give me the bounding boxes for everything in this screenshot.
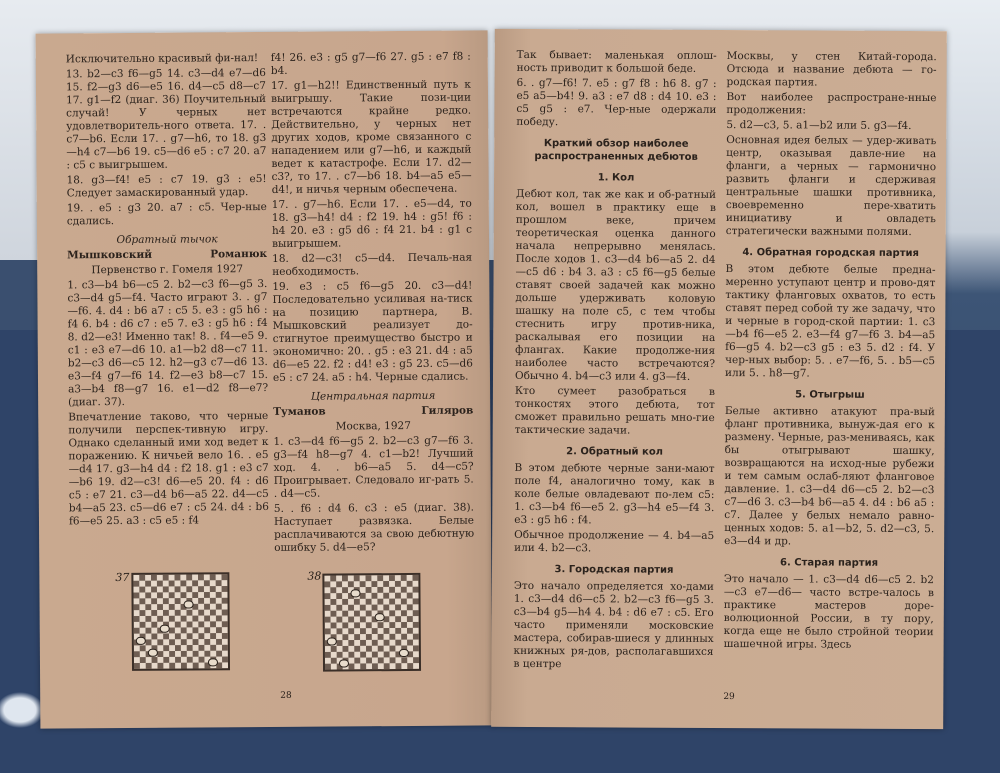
checker-piece (350, 589, 360, 597)
book-page-left (36, 30, 493, 728)
player-black: Гиляров (421, 404, 474, 417)
right-column-2 (724, 50, 937, 654)
players-line (67, 248, 267, 262)
text-paragraph: f4! 26. e3 : g5 g7—f6 27. g5 : e7 f8 : b4. (270, 50, 471, 77)
text-paragraph: 6. . g7—f6! 7. e5 : g7 f8 : h6 8. g7 : e5 a5—b4! 9. a3 : e7 d8 : d4 10. e3 : c5 g5 : e7. Чер-ные одержали победу. (516, 76, 717, 129)
book-page-right (491, 29, 947, 729)
checkers-diagram (131, 572, 230, 671)
right-column-1 (513, 49, 716, 674)
event-line: Москва, 1927 (335, 419, 411, 433)
page-number: 29 (723, 692, 735, 703)
checkers-diagram (322, 573, 421, 672)
player-white: Мышковский (67, 248, 153, 262)
text-paragraph: Это начало — 1. c3—d4 d6—c5 2. b2—c3 e7—d6— часто встре-чалось в практике мастеров доре-волюционной России, в ту пору, когда еще не было стройной теории шашечной игры. Здесь (723, 573, 934, 651)
section-title: Краткий обзор наиболее распространенных дебютов (534, 138, 698, 163)
checker-piece (148, 649, 158, 657)
text-paragraph: Белые активно атакуют пра-вый фланг противника, вынуж-дая его к размену. Черные, раз-мениваясь, как бы отыгрывают шашку, возвращаются на исход-ные рубежи и тем самым ослаб-ляют фланговое давление. 1. c3—d4 d6—c5 2. b2—c3 c7—d6 3. c3—b4 b6—a5 4. d4 : b6 a5 : c7. Далее у белых немало равно-ценных ходов: 5. a1—b2, 5. d2—c3, 5. e3—d4 и др. (724, 405, 935, 548)
left-column-2 (271, 51, 475, 557)
checker-piece (160, 625, 170, 633)
page-number: 28 (280, 690, 292, 701)
text-paragraph: 1. c3—b4 b6—c5 2. b2—c3 f6—g5 3. c3—d4 g5—f4. Часто играют 3. . g7—f6. 4. d4 : b6 a7 : c5 5. e3 : g5 h6 : f4 6. b4 : d6 c7 : e5 7. e3 : g5 h6 : f4 8. d2—e3! Именно так! 8. . f4—e5 9. c1 : e3 e7—d6 10. a1—b2 d8—c7 11. b2—c3 d6—c5 12. h2—g3 c7—d6 13. e3—f4 g7—f6 14. f2—e3 b8—c7 15. a3—b4 f8—g7 16. e1—d2 f8—e7? (диаг. 37). (67, 277, 269, 409)
section-heading: 4. Обратная городская партия (742, 247, 919, 260)
player-white: Туманов (273, 405, 326, 418)
section-heading: 6. Старая партия (780, 557, 879, 569)
section-heading: 2. Обратный кол (566, 446, 664, 458)
checker-piece (136, 637, 146, 645)
text-paragraph: Москвы, у стен Китай-города. Отсюда и название дебюта — го-родская партия. (726, 50, 937, 89)
text-paragraph: 18. g3—f4! e5 : c7 19. g3 : e5! Следует замаскированный удар. (66, 172, 267, 200)
text-paragraph: Вот наиболее распростране-нные продолжения: (726, 91, 937, 117)
text-paragraph: В этом дебюте черные зани-мают поле f4, аналогично тому, как в коле белые овладевают по-лем c5: 1. c3—b4 f6—e5 2. g3—h4 e5—f4 3. e3 : g5 h6 : f4. (514, 461, 715, 527)
text-paragraph: Кто сумеет разобраться в тонкостях этого дебюта, тот сможет правильно решать мно-гие тактические задачи. (514, 384, 715, 437)
checker-piece (184, 600, 194, 608)
left-column-1 (66, 52, 269, 530)
players-line (273, 405, 473, 419)
text-paragraph: Дебют кол, так же как и об-ратный кол, вошел в практику еще в прошлом веке, причем теоретическая оценка данного начала непрерывно менялась. После ходов 1. c3—d4 b6—a5 2. d4—c5 d6 : b4 3. a3 : c5 f6—g5 белые ставят своей задачей как можно дольше удерживать коловую шашку на поле c5, с тем чтобы стеснить игру против-ника, раскалывая его позиции на флангах. Какие продолже-ния наиболее часто встречаются? Обычно 4. b4—c3 или 4. g3—f4. (514, 187, 716, 383)
section-subtitle: Центральная партия (310, 389, 436, 403)
text-paragraph: 1. c3—d4 f6—g5 2. b2—c3 g7—f6 3. g3—f4 h8—g7 4. c1—b2! Лучший ход. 4. . b6—a5 5. d4—c5? Проигрывает. Следовало иг-рать 5. . d4—c5. (273, 434, 474, 500)
text-paragraph: 17. g1—h2!! Единственный путь к выигрышу. Такие пози-ции встречаются крайне редко. Действительно, у черных нет других ходов, кроме связанного с нападением или g7—h6, и каждый ведет к катастрофе. Если 17. d2—c3?, то 17. . c7—b6 18. b4—a5 e5—d4!, и ничья черным обеспечена. (270, 78, 472, 196)
section-heading: 3. Городская партия (554, 564, 674, 576)
text-paragraph: Основная идея белых — удер-живать центр, оказывая давле-ние на фланги, а черных — гармонично развить фланги и сдерживая центральные шашки противника, своевременно пере-хватить инициативу и овладеть стратегически важными полями. (725, 134, 937, 239)
text-paragraph: Исключительно красивый фи-нал! (65, 52, 259, 66)
section-heading: 5. Отыгрыш (795, 389, 865, 401)
text-paragraph: В этом дебюте белые предна-меренно уступают центр и прово-дят тактику фланговых охватов, то есть ставят перед собой ту же задачу, что и черные в город-ской партии: 1. c3—b4 f6—e5 2. e3—f4 g7—f6 3. b4—a5 f6—g5 4. b2—c3 g5 : e3 5. d2 : f4. У чер-ных выбор: 5. . e7—f6, 5. . b5—c5 или 5. . h8—g7. (724, 263, 936, 380)
text-paragraph: 19. . e5 : g3 20. a7 : c5. Чер-ные сдались. (66, 200, 267, 228)
text-paragraph: Впечатление таково, что черные получили перспек-тивную игру. Однако сделанный ими ход ведет к поражению. К ничьей вело 16. . e5—d4 17. g3—h4 d4 : f2 18. g1 : e3 c7—b6 19. d2—c3! d6—e5 20. f4 : d6 c5 : e7 21. c3—d4 b6—a5 22. d4—c5 b4—a5 23. c5—d6 e7 : c5 24. d4 : b6 f6—e5 25. a3 : c5 e5 : f4 (68, 409, 269, 528)
section-heading: 1. Кол (597, 172, 635, 184)
diagram-number: 37 (115, 570, 130, 585)
checker-piece (399, 649, 409, 657)
checker-piece (208, 658, 218, 666)
text-paragraph: 19. e3 : c5 f6—g5 20. c3—d4! Последовательно усиливая на-тиск на позицию партнера, В. Мышковский реализует до-стигнутое преимущество быстро и экономично: 20. . g5 : e3 21. d4 : a5 d6—e5 22. f2 : d4! e3 : g5 23. c5—d6 e5 : c7 24. a5 : h4. Черные сдались. (272, 279, 473, 384)
text-paragraph: 13. b2—c3 f6—g5 14. c3—d4 e7—d6 15. f2—g3 d6—e5 16. d4—c5 d8—c7 17. g1—f2 (диаг. 36) Поучительный случай! У черных нет удовлетворитель-ного ответа. 17. . c7—b6. Если 17. . g7—h6, то 18. g3—h4 c7—b6 19. c5—d6 e5 : c7 20. a7 : c5 с выигрышем. (65, 66, 267, 172)
checker-piece (375, 613, 385, 621)
diagram-number: 38 (307, 569, 322, 583)
event-line: Первенство г. Гомеля 1927 (91, 263, 244, 277)
text-paragraph: Это начало определяется хо-дами 1. c3—d4 d6—c5 2. b2—c3 f6—g5 3. c3—b4 g5—h4 4. b4 : d6 e7 : c5. Его часто применяли московские мастера, собирав-шиеся у длинных книжных ря-дов, располагавшихся в центре (513, 579, 714, 671)
text-paragraph: Так бывает: маленькая оплош-ность приводит к большой беде. (516, 48, 717, 75)
text-paragraph: 5. d2—c3, 5. a1—b2 или 5. g3—f4. (726, 119, 912, 133)
text-paragraph: 18. d2—c3! c5—d4. Печаль-ная необходимость. (272, 251, 473, 278)
section-subtitle: Обратный тычок (116, 233, 218, 247)
player-black: Романюк (210, 247, 268, 261)
text-paragraph: 5. . f6 : d4 6. c3 : e5 (диаг. 38). Наступает развязка. Белые расплачиваются за свою дебютную ошибку 5. d4—e5? (273, 501, 475, 554)
text-paragraph: 17. . g7—h6. Если 17. . e5—d4, то 18. g3—h4! d4 : f2 19. h4 : g5! f6 : h4 20. e3 : g5 d6 : f4 21. b4 : g1 с выигрышем. (271, 197, 473, 250)
checker-piece (339, 659, 349, 667)
checker-piece (327, 637, 337, 645)
text-paragraph: Обычное продолжение — 4. b4—a5 или 4. b2—c3. (514, 528, 715, 555)
